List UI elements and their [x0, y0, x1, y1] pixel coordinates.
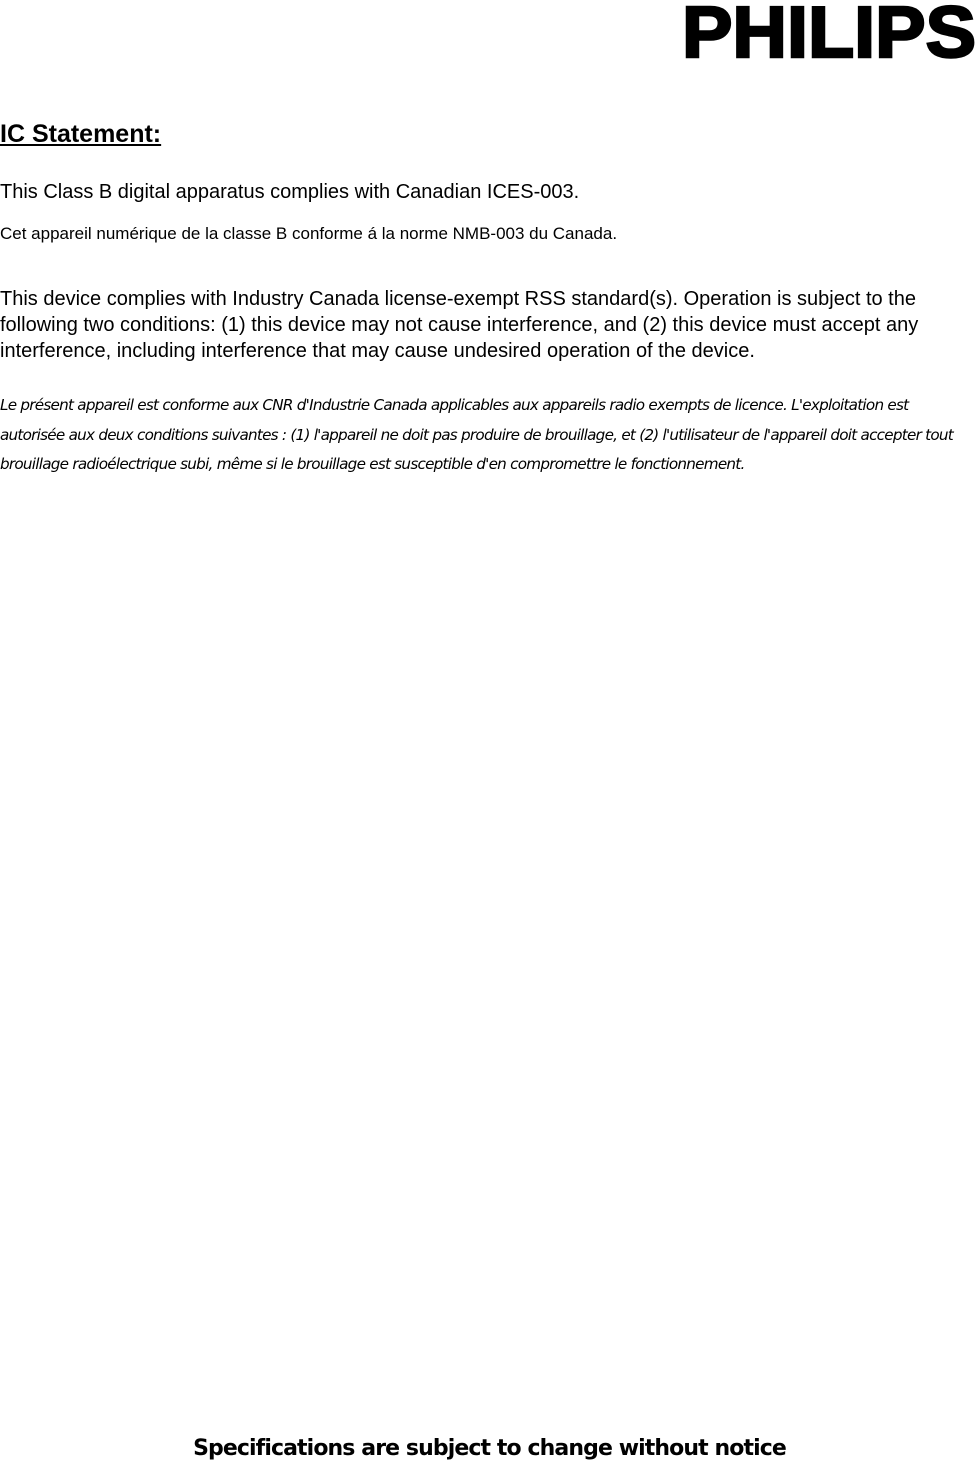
philips-logo-text: PHILIPS	[682, 0, 976, 62]
philips-wordmark	[679, 0, 979, 62]
ic-statement-title: IC Statement:	[0, 120, 162, 148]
philips-logo	[679, 0, 979, 62]
ices-statement-english: This Class B digital apparatus complies with Canadian ICES-003.	[0, 181, 580, 203]
specifications-notice: Specifications are subject to change without notice	[193, 1436, 786, 1461]
rss-statement-english: This device complies with Industry Canada license-exempt RSS standard(s). Operation is subject to the following two conditions: (1) this device may not cause interference, and (2) this device must accept any interference, including interference that may cause undesired operation of the device.	[0, 288, 919, 362]
rss-statement-french: Le présent appareil est conforme aux CNR d'Industrie Canada applicables aux appareils radio exempts de licence. L'exploitation est autorisée aux deux conditions suivantes : (1) l'appareil ne doit pas produire de brouillage, et (2) l'utilisateur de l'appareil doit accepter tout brouillage radioélectrique subi, même si le brouillage est susceptible d'en compromettre le fonctionnement.	[0, 396, 953, 473]
ices-statement-french: Cet appareil numérique de la classe B conforme á la norme NMB-003 du Canada.	[0, 224, 618, 243]
